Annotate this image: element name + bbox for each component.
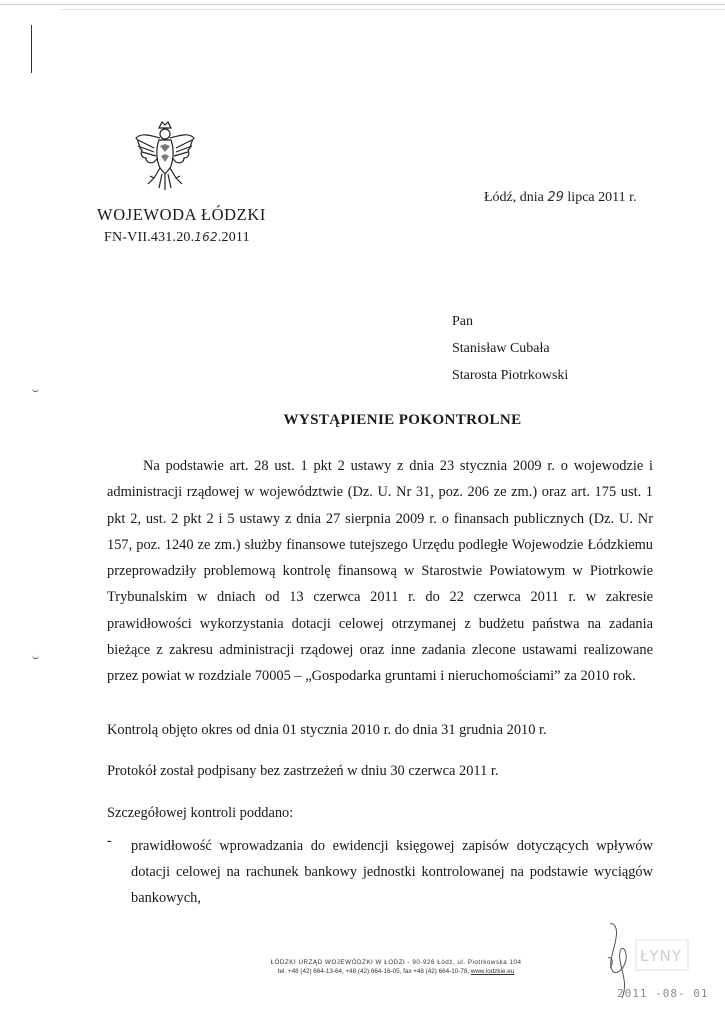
date-handwritten-day: 29 [547, 190, 564, 205]
addressee-block [452, 308, 568, 389]
footer-contact [232, 967, 560, 976]
footer-phones: tel. +48 (42) 664-13-64, +48 (42) 664-16-05, fax +48 (42) 664-10-78, [277, 968, 470, 975]
addressee-salutation: Pan [452, 314, 473, 329]
footer-website-link[interactable]: www.lodzkie.eu [470, 968, 515, 975]
footer [232, 958, 560, 976]
punch-mark [32, 388, 39, 392]
document-title: WYSTĄPIENIE POKONTROLNE [283, 412, 522, 428]
date-line [484, 190, 637, 206]
polish-eagle-emblem-icon [132, 118, 198, 192]
detailed-intro: Szczegółowej kontroli poddano: [107, 805, 294, 821]
issuing-authority: WOJEWODA ŁÓDZKI [97, 205, 266, 224]
addressee-position: Starosta Piotrkowski [452, 368, 569, 383]
margin-mark [31, 25, 32, 73]
punch-mark [32, 655, 39, 659]
footer-address: ŁÓDZKI URZĄD WOJEWÓDZKI W ŁODZI - 90-926 Łódź, ul. Piotrkowska 104 [270, 959, 522, 966]
protocol-paragraph: Protokół został podpisany bez zastrzeżeń w dniu 30 czerwca 2011 r. [107, 763, 499, 779]
main-paragraph: Na podstawie art. 28 ust. 1 pkt 2 ustawy z dnia 23 stycznia 2009 r. o wojewodzie i administracji rządowej w województwie (Dz. U. Nr 31, poz. 206 ze zm.) oraz art. 175 ust. 1 pkt 2, ust. 2 pkt 2 i 5 ustawy z dnia 27 sierpnia 2009 r. o finansach publicznych (Dz. U. Nr 157, poz. 1240 ze zm.) służby finansowe tutejszego Urzędu podległe Wojewodzie Łódzkiemu przeprowadziły problemową kontrolę finansową w Starostwie Powiatowym w Piotrkowie Trybunalskim w dniach od 13 czerwca 2011 r. do 22 czerwca 2011 r. w zakresie prawidłowości wykorzystania dotacji celowej otrzymanej z budżetu państwa na zadania bieżące z zakresu administracji rządowej oraz inne zadania zlecone ustawami realizowane przez powiat w rozdziale 70005 – „Gospodarka gruntami i nieruchomościami” za 2010 rok. [107, 458, 653, 685]
reference-handwritten-number: 162 [194, 230, 218, 244]
period-paragraph: Kontrolą objęto okres od dnia 01 stycznia 2010 r. do dnia 31 grudnia 2010 r. [107, 722, 547, 738]
date-prefix: Łódź, dnia [484, 190, 544, 205]
list-item: prawidłowość wprowadzania do ewidencji księgowej zapisów dotyczących wpływów dotacji celowej na rachunek bankowy jednostki kontrolowanej na podstawie wyciągów bankowych, [131, 838, 653, 906]
reference-suffix: .2011 [217, 230, 250, 245]
stamp-date: 2011 -08- 01 [617, 987, 709, 1000]
scan-border-line [0, 4, 725, 5]
reference-prefix: FN-VII.431.20. [104, 230, 195, 245]
scan-border-line-secondary [60, 9, 725, 10]
stamp-word: ŁYNY [640, 947, 682, 965]
reference-number [104, 230, 250, 246]
bullet-dash: - [107, 833, 112, 849]
addressee-name: Stanisław Cubała [452, 341, 550, 356]
date-suffix: lipca 2011 r. [567, 190, 637, 205]
